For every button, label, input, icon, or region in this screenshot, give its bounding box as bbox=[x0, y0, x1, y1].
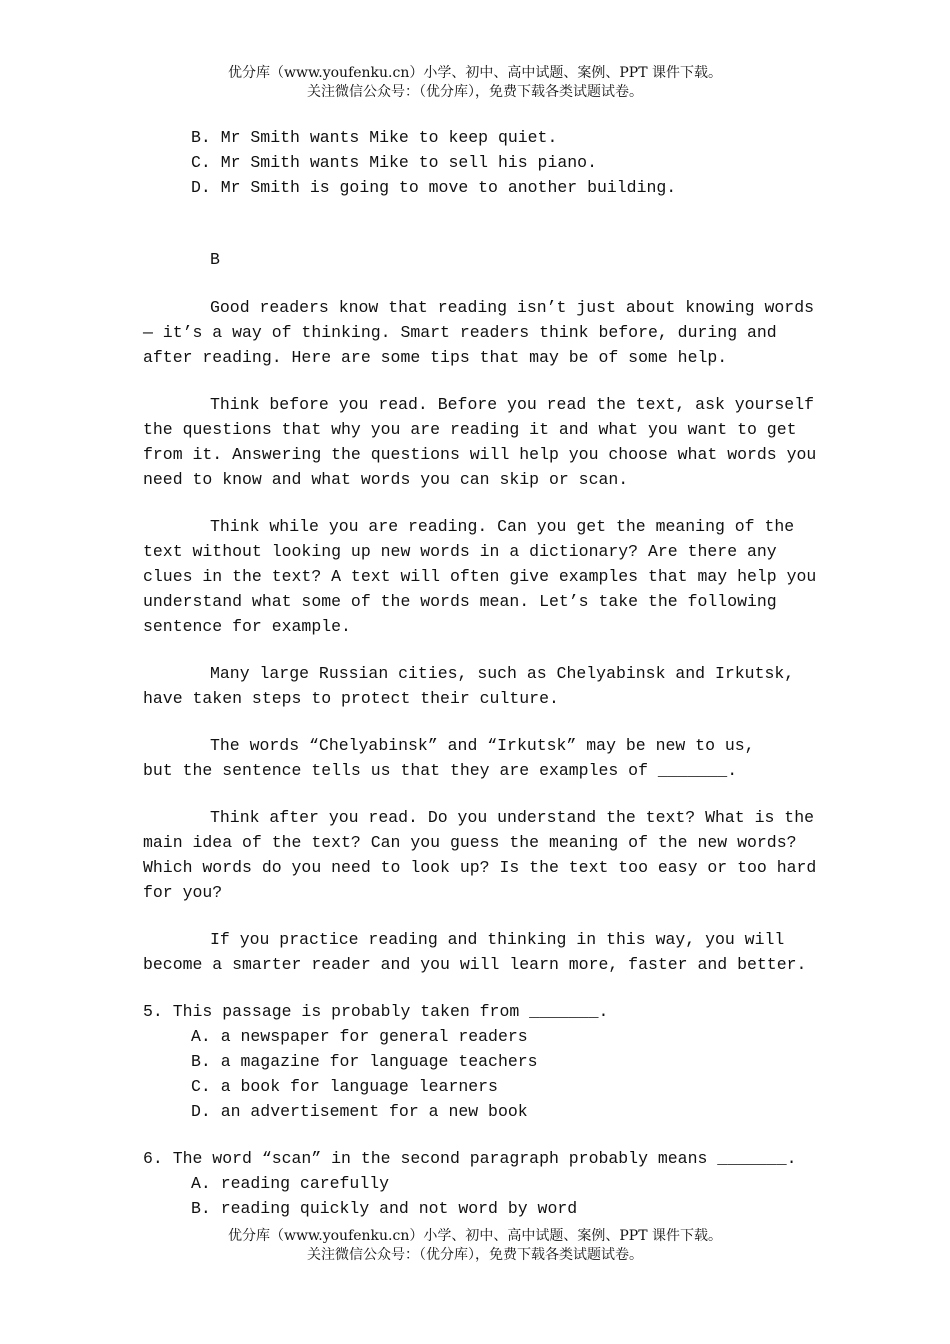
prev-option-d: D. Mr Smith is going to move to another building. bbox=[191, 178, 677, 197]
passage-line: text without looking up new words in a dictionary? Are there any bbox=[143, 542, 777, 561]
section-label: B bbox=[210, 250, 220, 269]
question-5-option-c: C. a book for language learners bbox=[191, 1077, 498, 1096]
passage-line: the questions that why you are reading it and what you want to get bbox=[143, 420, 797, 439]
passage-line: become a smarter reader and you will learn more, faster and better. bbox=[143, 955, 807, 974]
passage-line: Think while you are reading. Can you get the meaning of the bbox=[210, 517, 795, 536]
prev-option-c: C. Mr Smith wants Mike to sell his piano. bbox=[191, 153, 597, 172]
passage-line: clues in the text? A text will often give examples that may help you bbox=[143, 567, 817, 586]
page-footer bbox=[0, 1227, 950, 1265]
passage-line: — it’s a way of thinking. Smart readers think before, during and bbox=[143, 323, 777, 342]
header-line-1: 优分库（www.youfenku.cn）小学、初中、高中试题、案例、PPT 课件下载。 bbox=[227, 65, 722, 81]
passage-line: need to know and what words you can skip or scan. bbox=[143, 470, 629, 489]
question-5-option-d: D. an advertisement for a new book bbox=[191, 1102, 528, 1121]
passage-line: understand what some of the words mean. Let’s take the following bbox=[143, 592, 777, 611]
passage-line: If you practice reading and thinking in this way, you will bbox=[210, 930, 785, 949]
passage-line: after reading. Here are some tips that may be of some help. bbox=[143, 348, 728, 367]
passage-line: The words “Chelyabinsk” and “Irkutsk” may be new to us, bbox=[210, 736, 755, 755]
passage-line: Many large Russian cities, such as Chelyabinsk and Irkutsk, bbox=[210, 664, 795, 683]
passage-line: Think before you read. Before you read the text, ask yourself bbox=[210, 395, 814, 414]
question-6-option-a: A. reading carefully bbox=[191, 1174, 390, 1193]
page-header bbox=[0, 64, 950, 102]
passage-line: Which words do you need to look up? Is the text too easy or too hard bbox=[143, 858, 817, 877]
passage-line: for you? bbox=[143, 883, 223, 902]
passage-line: Good readers know that reading isn’t just about knowing words bbox=[210, 298, 814, 317]
prev-option-b: B. Mr Smith wants Mike to keep quiet. bbox=[191, 128, 558, 147]
passage-line: but the sentence tells us that they are examples of _______. bbox=[143, 761, 738, 780]
question-5-option-b: B. a magazine for language teachers bbox=[191, 1052, 538, 1071]
passage-line: Think after you read. Do you understand the text? What is the bbox=[210, 808, 814, 827]
passage-line: have taken steps to protect their culture. bbox=[143, 689, 559, 708]
footer-line-2: 关注微信公众号：（优分库），免费下载各类试题试卷。 bbox=[307, 1247, 643, 1263]
question-6-option-b: B. reading quickly and not word by word bbox=[191, 1199, 578, 1218]
passage-line: sentence for example. bbox=[143, 617, 351, 636]
footer-line-1: 优分库（www.youfenku.cn）小学、初中、高中试题、案例、PPT 课件下载。 bbox=[227, 1228, 722, 1244]
question-5-option-a: A. a newspaper for general readers bbox=[191, 1027, 528, 1046]
question-6-stem: 6. The word “scan” in the second paragraph probably means _______. bbox=[143, 1149, 797, 1168]
header-line-2: 关注微信公众号：（优分库），免费下载各类试题试卷。 bbox=[307, 84, 643, 100]
passage-line: from it. Answering the questions will help you choose what words you bbox=[143, 445, 817, 464]
question-5-stem: 5. This passage is probably taken from _______. bbox=[143, 1002, 609, 1021]
passage-line: main idea of the text? Can you guess the meaning of the new words? bbox=[143, 833, 797, 852]
